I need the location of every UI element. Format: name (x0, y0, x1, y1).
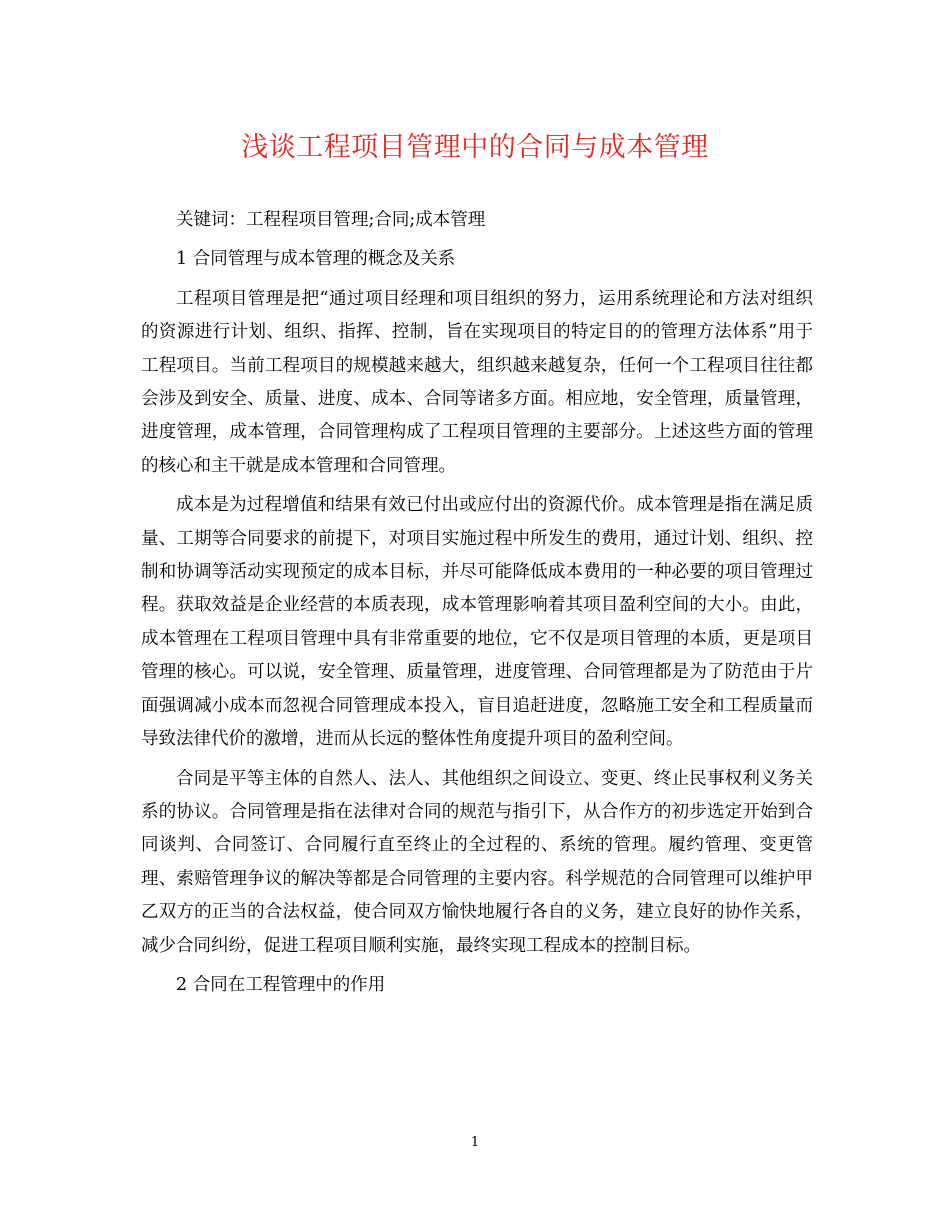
page-number: 1 (470, 1135, 480, 1150)
body-paragraph-2: 成本是为过程增值和结果有效已付出或应付出的资源代价。成本管理是指在满足质量、工期等合同要求的前提下，对项目实施过程中所发生的费用，通过计划、组织、控制和协调等活动实现预定的成本目标，并尽可能降低成本费用的一种必要的项目管理过程。获取效益是企业经营的本质表现，成本管理影响着其项目盈利空间的大小。由此，成本管理在工程项目管理中具有非常重要的地位，它不仅是项目管理的本质，更是项目管理的核心。可以说，安全管理、质量管理，进度管理、合同管理都是为了防范由于片面强调减小成本而忽视合同管理成本投入，盲目追赶进度，忽略施工安全和工程质量而导致法律代价的激增，进而从长远的整体性角度提升项目的盈利空间。 (141, 495, 813, 750)
section-heading-1: 1 合同管理与成本管理的概念及关系 (176, 249, 456, 270)
document-body (141, 204, 813, 1002)
section-heading-2: 2 合同在工程管理中的作用 (176, 974, 386, 995)
body-paragraph-1: 工程项目管理是把“通过项目经理和项目组织的努力，运用系统理论和方法对组织的资源进行计划、组织、指挥、控制，旨在实现项目的特定目的的管理方法体系”用于工程项目。当前工程项目的规模越来越大，组织越来越复杂，任何一个工程项目往往都会涉及到安全、质量、进度、成本、合同等诸多方面。相应地，安全管理，质量管理，进度管理，成本管理，合同管理构成了工程项目管理的主要部分。上述这些方面的管理的核心和主干就是成本管理和合同管理。 (141, 288, 813, 476)
document-title: 浅谈工程项目管理中的合同与成本管理 (241, 132, 709, 163)
body-paragraph-3: 合同是平等主体的自然人、法人、其他组织之间设立、变更、终止民事权利义务关系的协议。合同管理是指在法律对合同的规范与指引下，从合作方的初步选定开始到合同谈判、合同签订、合同履行直至终止的全过程的、系统的管理。履约管理、变更管理、索赔管理争议的解决等都是合同管理的主要内容。科学规范的合同管理可以维护甲乙双方的正当的合法权益，使合同双方愉快地履行各自的义务，建立良好的协作关系，减少合同纠纷，促进工程项目顺利实施，最终实现工程成本的控制目标。 (141, 768, 813, 956)
keywords-line: 关键词：工程程项目管理;合同;成本管理 (176, 210, 486, 230)
